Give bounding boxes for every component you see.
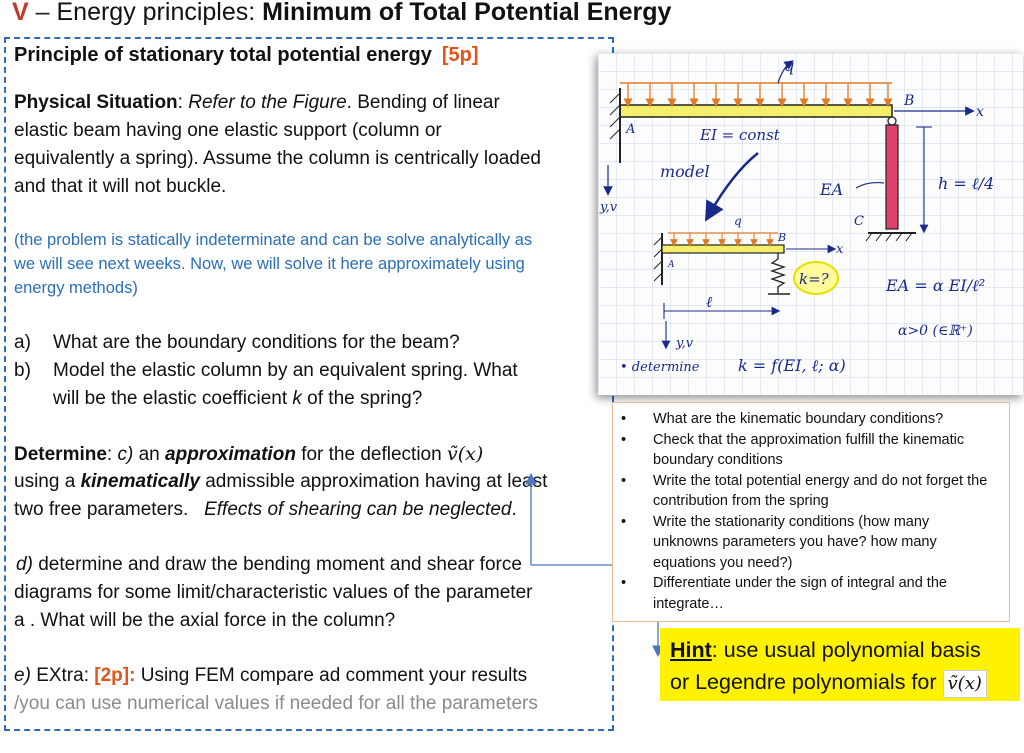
bullet-item: • Write the stationarity conditions (how many unknowns parameters you have? how many equations you need?) — [613, 512, 997, 574]
question-a-label: a) — [14, 332, 31, 353]
fig-q-small: q — [734, 214, 742, 228]
determine-vtilde: ṽ(x) — [446, 443, 484, 465]
note-line-3: energy methods) — [14, 279, 138, 297]
d-line-2: diagrams for some limit/characteristic values of the parameter — [14, 582, 533, 603]
hint-text — [670, 634, 987, 698]
title-dash: – — [35, 0, 50, 26]
line3-pre: two free parameters. — [14, 499, 189, 520]
fig-determine: • determine — [620, 360, 700, 375]
fig-q-top: q — [784, 56, 795, 75]
qb-post: of the spring? — [307, 388, 423, 409]
bullet-item: • Differentiate under the sign of integral and the integrate… — [613, 573, 997, 614]
determine-colon: : — [106, 444, 113, 465]
e-points: [2p]: — [94, 665, 136, 686]
hint-math: ṽ(x) — [943, 670, 987, 698]
question-a-text: What are the boundary conditions for the beam? — [53, 332, 460, 353]
hint-line-1 — [670, 634, 987, 666]
fig-b-small: B — [778, 231, 787, 244]
bullet-item: • Check that the approximation fulfill the kinematic boundary conditions — [613, 430, 997, 471]
fig-label-C: C — [854, 214, 864, 229]
title-part2: Minimum of Total Potential Energy — [262, 0, 672, 26]
question-b-label: b) — [14, 360, 31, 381]
d-line1-text: determine and draw the bending moment and shear force — [38, 554, 522, 575]
note-line-1: (the problem is statically indeterminate and can be solve analytically as — [14, 231, 533, 249]
qb-pre: will be the elastic coefficient — [53, 388, 288, 409]
fig-ea-label: EA — [820, 180, 844, 199]
fig-ell-label: ℓ — [706, 293, 713, 311]
fig-a-small: A — [668, 260, 675, 270]
e-line-2: /you can use numerical values if needed for all the parameters — [14, 693, 538, 714]
fig-k-label: k=? — [799, 270, 829, 288]
hint-line-2 — [670, 666, 987, 698]
column — [886, 125, 898, 229]
fig-x-small: x — [836, 242, 844, 257]
fig-determine-formula: k = f(EI, ℓ; α) — [738, 356, 846, 375]
physical-line-4: and that it will not buckle. — [14, 176, 227, 197]
line3-italic: Effects of shearing can be neglected — [204, 499, 512, 520]
fig-h-label: h = ℓ/4 — [938, 174, 995, 193]
model-beam — [662, 245, 784, 253]
d-label: d) — [16, 554, 33, 575]
note-line-2: we will see next weeks. Now, we will solve it here approximately using — [14, 255, 525, 273]
determine-approx: approximation — [165, 444, 296, 465]
fig-y-bottom: y,v — [676, 336, 694, 351]
fig-label-A: A — [626, 122, 636, 137]
fig-ei-label: EI = const — [700, 126, 780, 144]
question-b-text-1: Model the elastic column by an equivalent spring. What — [53, 360, 518, 381]
main-beam — [620, 105, 892, 117]
title-roman: V — [12, 0, 29, 26]
determine-rest: for the deflection — [301, 444, 442, 465]
fig-model-label: model — [660, 162, 710, 181]
bullet-item: • Write the total potential energy and do not forget the contribution from the spring — [613, 471, 997, 512]
fig-ea-formula: EA = α EI/ℓ² — [886, 276, 986, 295]
physical-colon: : — [177, 92, 183, 113]
line2-kin: kinematically — [80, 471, 200, 492]
physical-line-2: elastic beam having one elastic support (column or — [14, 120, 442, 141]
fig-label-B: B — [904, 93, 915, 109]
frame-heading-text: Principle of stationary total potential energy — [14, 44, 432, 66]
fig-y-top: y,v — [600, 200, 618, 215]
e-extra: EXtra: — [36, 665, 89, 686]
frame-heading-points: [5p] — [441, 44, 479, 66]
fig-x-top: x — [976, 104, 984, 120]
hint-line2-text: or Legendre polynomials for — [670, 670, 937, 694]
determine-label: Determine — [14, 444, 107, 465]
line2-post: admissible approximation having at least — [205, 471, 548, 492]
beam-figure-panel — [598, 53, 1023, 395]
physical-label: Physical Situation — [14, 92, 178, 113]
physical-ref: Refer to the Figure — [188, 92, 347, 113]
beam-figure — [598, 53, 1023, 395]
hint-label: Hint — [670, 638, 712, 662]
bullet-list — [613, 403, 1009, 614]
bullet-item: • What are the kinematic boundary conditions? — [613, 409, 997, 430]
title-part1: Energy principles: — [56, 0, 256, 26]
line2-pre: using a — [14, 471, 76, 492]
physical-line-3: equivalently a spring). Assume the column is centrically loaded — [14, 148, 541, 169]
e-text: Using FEM compare ad comment your results — [140, 665, 528, 686]
d-line-3: a . What will be the axial force in the column? — [14, 610, 396, 631]
bullet-panel — [612, 402, 1010, 622]
determine-c: c) — [117, 444, 134, 465]
qb-k: k — [292, 388, 302, 409]
e-label: e) — [14, 665, 31, 686]
physical-line1-rest: . Bending of linear — [346, 92, 500, 113]
determine-an: an — [138, 444, 160, 465]
hint-line1-rest: : use usual polynomial basis — [711, 638, 981, 662]
fig-alpha-cond: α>0 (∈ℝ⁺) — [898, 323, 973, 339]
line3-dot: . — [511, 499, 517, 520]
